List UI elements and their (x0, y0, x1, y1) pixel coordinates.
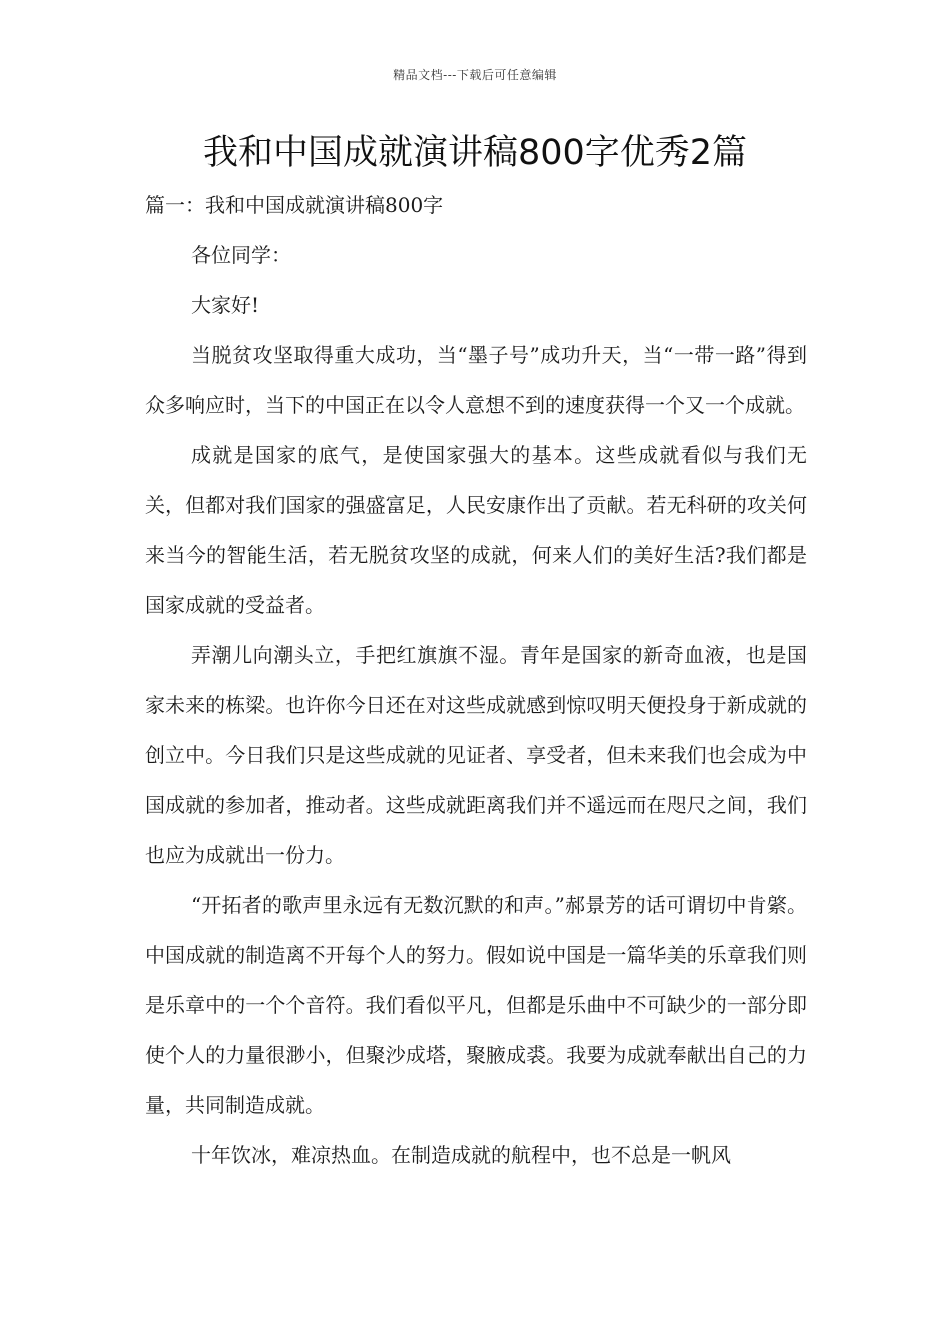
paragraph: 弄潮儿向潮头立，手把红旗旗不湿。青年是国家的新奇血液，也是国家未来的栋梁。也许你今日还在对这些成就感到惊叹明天便投身于新成就的创立中。今日我们只是这些成就的见证者、享受者，但未来我们也会成为中国成就的参加者，推动者。这些成就距离我们并不遥远而在咫尺之间，我们也应为成就出一份力。 (145, 643, 807, 867)
paragraph: 当脱贫攻坚取得重大成功，当“墨子号”成功升天，当“一带一路”得到众多响应时，当下的中国正在以令人意想不到的速度获得一个又一个成就。 (145, 343, 807, 417)
paragraph: 成就是国家的底气，是使国家强大的基本。这些成就看似与我们无关，但都对我们国家的强盛富足，人民安康作出了贡献。若无科研的攻关何来当今的智能生活，若无脱贫攻坚的成就，何来人们的美好生活?我们都是国家成就的受益者。 (145, 443, 807, 617)
paragraph-greeting: 各位同学： (191, 243, 291, 267)
header-note: 精品文档---下载后可任意编辑 (393, 68, 557, 82)
paragraph-hello: 大家好! (191, 293, 260, 317)
document-body (145, 180, 807, 1180)
paragraph: “开拓者的歌声里永远有无数沉默的和声。”郝景芳的话可谓切中肯綮。中国成就的制造离不开每个人的努力。假如说中国是一篇华美的乐章我们则是乐章中的一个个音符。我们看似平凡，但都是乐曲中不可缺少的一部分即使个人的力量很渺小，但聚沙成塔，聚腋成裘。我要为成就奉献出自己的力量，共同制造成就。 (145, 893, 807, 1117)
paragraph: 十年饮冰，难凉热血。在制造成就的航程中，也不总是一帆风 (191, 1143, 731, 1167)
section-title: 篇一：我和中国成就演讲稿800字 (145, 193, 444, 217)
document-title: 我和中国成就演讲稿800字优秀2篇 (202, 133, 748, 173)
